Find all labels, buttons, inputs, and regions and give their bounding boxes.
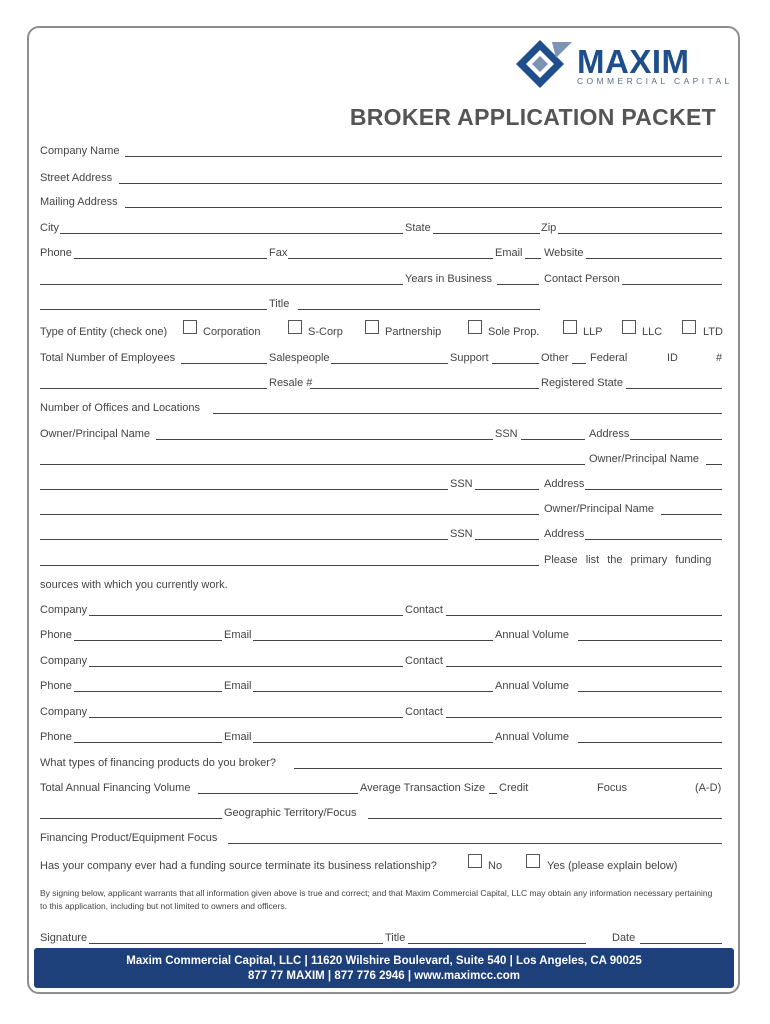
ssn-field[interactable] xyxy=(521,439,585,440)
llp-checkbox[interactable] xyxy=(563,320,577,334)
registered-state-field[interactable] xyxy=(626,388,722,389)
address-continuation-field[interactable] xyxy=(40,565,539,566)
blank-line[interactable] xyxy=(40,284,403,285)
funding-contact-field[interactable] xyxy=(446,615,722,616)
type-of-entity-label: Type of Entity (check one) xyxy=(40,326,168,338)
entity-option-label: Sole Prop. xyxy=(488,326,540,338)
address-label: Address xyxy=(544,528,585,540)
no-label: No xyxy=(488,860,503,872)
owner-name-continuation-field[interactable] xyxy=(40,539,448,540)
other-label: Other xyxy=(541,352,569,364)
federal-label: Federal xyxy=(590,352,628,364)
funding-phone-field[interactable] xyxy=(74,742,222,743)
website-field[interactable] xyxy=(586,258,722,259)
entity-option-label: LLP xyxy=(583,326,603,338)
logo-name: MAXIM xyxy=(577,43,690,80)
entity-option-label: S-Corp xyxy=(308,326,343,338)
annual-volume-label: Annual Volume xyxy=(495,731,569,743)
state-label: State xyxy=(405,222,431,234)
disclaimer-text: By signing below, applicant warrants that all information given above is true and correct; and that Maxim Commercial Capital, LLC may obtain any information necessary pertaining to this application, including but not limited to owners and officers. xyxy=(40,888,713,911)
address-label: Address xyxy=(589,428,630,440)
owner-name-field[interactable] xyxy=(661,514,722,515)
funding-contact-field[interactable] xyxy=(446,717,722,718)
funding-company-field[interactable] xyxy=(89,666,403,667)
partnership-checkbox[interactable] xyxy=(365,320,379,334)
phone-label: Phone xyxy=(40,247,72,259)
address-field[interactable] xyxy=(585,539,722,540)
company-name-label: Company Name xyxy=(40,145,120,157)
phone-field[interactable] xyxy=(74,258,267,259)
address-continuation-field[interactable] xyxy=(40,464,585,465)
company-label: Company xyxy=(40,655,88,667)
resale-field[interactable] xyxy=(310,388,539,389)
terminate-question-label: Has your company ever had a funding source terminate its business relationship? xyxy=(40,860,437,872)
address-continuation-field[interactable] xyxy=(40,514,539,515)
ssn-label: SSN xyxy=(450,528,473,540)
contact-person-field[interactable] xyxy=(622,284,722,285)
footer-bar xyxy=(34,948,734,988)
owner-name-field[interactable] xyxy=(706,464,722,465)
signature-label: Signature xyxy=(40,932,88,944)
contact-label: Contact xyxy=(405,706,443,718)
date-label: Date xyxy=(612,932,636,944)
owner-name-label: Owner/Principal Name xyxy=(544,503,655,515)
credit-label: Credit xyxy=(499,782,529,794)
page-title: BROKER APPLICATION PACKET xyxy=(349,104,716,130)
funding-company-field[interactable] xyxy=(89,717,403,718)
state-field[interactable] xyxy=(433,233,540,234)
support-field[interactable] xyxy=(492,363,539,364)
corporation-checkbox[interactable] xyxy=(183,320,197,334)
signature-title-field[interactable] xyxy=(408,943,586,944)
annual-volume-label: Annual Volume xyxy=(495,629,569,641)
no-checkbox[interactable] xyxy=(468,854,482,868)
zip-label: Zip xyxy=(541,222,557,234)
sources-label: sources with which you currently work. xyxy=(40,579,228,591)
owner-name-field[interactable] xyxy=(156,439,493,440)
funding-email-field[interactable] xyxy=(253,640,493,641)
zip-field[interactable] xyxy=(558,233,722,234)
salespeople-field[interactable] xyxy=(331,363,448,364)
ltd-checkbox[interactable] xyxy=(682,320,696,334)
avg-transaction-field[interactable] xyxy=(489,793,497,794)
mailing-address-field[interactable] xyxy=(125,207,722,208)
city-label: City xyxy=(40,222,59,234)
hash-label: # xyxy=(716,352,723,364)
fax-label: Fax xyxy=(269,247,288,259)
street-address-field[interactable] xyxy=(119,183,722,184)
total-annual-volume-field[interactable] xyxy=(198,793,358,794)
equipment-focus-field[interactable] xyxy=(228,843,722,844)
entity-option-label: LLC xyxy=(642,326,663,338)
s-corp-checkbox[interactable] xyxy=(288,320,302,334)
ssn-label: SSN xyxy=(495,428,518,440)
funding-phone-field[interactable] xyxy=(74,691,222,692)
website-label: Website xyxy=(544,247,584,259)
years-in-business-field[interactable] xyxy=(497,284,539,285)
llc-checkbox[interactable] xyxy=(622,320,636,334)
ssn-label: SSN xyxy=(450,478,473,490)
funding-company-field[interactable] xyxy=(89,615,403,616)
registered-state-label: Registered State xyxy=(541,377,623,389)
owner-name-label: Owner/Principal Name xyxy=(589,453,700,465)
phone-label: Phone xyxy=(40,731,72,743)
company-label: Company xyxy=(40,604,88,616)
equipment-focus-label: Financing Product/Equipment Focus xyxy=(40,832,218,844)
funding-email-field[interactable] xyxy=(253,742,493,743)
blank-line[interactable] xyxy=(40,309,267,310)
offices-field[interactable] xyxy=(213,413,722,414)
address-field[interactable] xyxy=(585,489,722,490)
entity-option-label: Partnership xyxy=(385,326,442,338)
annual-volume-label: Annual Volume xyxy=(495,680,569,692)
street-address-label: Street Address xyxy=(40,172,113,184)
owner-name-continuation-field[interactable] xyxy=(40,489,448,490)
resale-label: Resale # xyxy=(269,377,313,389)
ssn-field[interactable] xyxy=(475,489,539,490)
email-field[interactable] xyxy=(525,258,541,259)
financing-products-field[interactable] xyxy=(294,768,722,769)
funding-annual-volume-field[interactable] xyxy=(578,742,722,743)
email-label: Email xyxy=(495,247,523,259)
funding-email-field[interactable] xyxy=(253,691,493,692)
footer-address: Maxim Commercial Capital, LLC | 11620 Wilshire Boulevard, Suite 540 | Los Angeles, CA 90025 xyxy=(126,955,642,967)
funding-annual-volume-field[interactable] xyxy=(578,691,722,692)
a-d-label: (A-D) xyxy=(695,782,722,794)
credit-focus-field[interactable] xyxy=(40,818,222,819)
offices-label: Number of Offices and Locations xyxy=(40,402,200,414)
fax-field[interactable] xyxy=(288,258,493,259)
funding-annual-volume-field[interactable] xyxy=(578,640,722,641)
geo-label: Geographic Territory/Focus xyxy=(224,807,357,819)
federal-id-field[interactable] xyxy=(40,388,267,389)
email-label: Email xyxy=(224,680,252,692)
funding-contact-field[interactable] xyxy=(446,666,722,667)
total-employees-label: Total Number of Employees xyxy=(40,352,176,364)
contact-label: Contact xyxy=(405,655,443,667)
email-label: Email xyxy=(224,629,252,641)
contact-title-label: Title xyxy=(269,298,290,310)
yes-checkbox[interactable] xyxy=(526,854,540,868)
please-list-label: Please list the primary funding xyxy=(544,554,712,566)
company-name-field[interactable] xyxy=(125,156,722,157)
ssn-field[interactable] xyxy=(475,539,539,540)
salespeople-label: Salespeople xyxy=(269,352,330,364)
sole-prop-checkbox[interactable] xyxy=(468,320,482,334)
financing-products-label: What types of financing products do you broker? xyxy=(40,757,277,769)
signature-field[interactable] xyxy=(89,943,383,944)
phone-label: Phone xyxy=(40,680,72,692)
total-employees-field[interactable] xyxy=(181,363,267,364)
address-label: Address xyxy=(544,478,585,490)
funding-phone-field[interactable] xyxy=(74,640,222,641)
entity-option-label: LTD xyxy=(703,326,723,338)
email-label: Email xyxy=(224,731,252,743)
phone-label: Phone xyxy=(40,629,72,641)
contact-title-field[interactable] xyxy=(298,309,540,310)
signature-title-label: Title xyxy=(385,932,406,944)
footer-contact: 877 77 MAXIM | 877 776 2946 | www.maximcc.com xyxy=(248,970,520,982)
owner-name-label: Owner/Principal Name xyxy=(40,428,151,440)
contact-person-label: Contact Person xyxy=(544,273,620,285)
focus-label: Focus xyxy=(597,782,627,794)
date-field[interactable] xyxy=(640,943,722,944)
city-field[interactable] xyxy=(60,233,403,234)
geo-field[interactable] xyxy=(368,818,722,819)
address-field[interactable] xyxy=(630,439,722,440)
support-label: Support xyxy=(450,352,489,364)
contact-label: Contact xyxy=(405,604,443,616)
total-annual-volume-label: Total Annual Financing Volume xyxy=(40,782,191,794)
yes-label: Yes (please explain below) xyxy=(547,860,678,872)
company-label: Company xyxy=(40,706,88,718)
entity-option-label: Corporation xyxy=(203,326,261,338)
id-label: ID xyxy=(667,352,678,364)
mailing-address-label: Mailing Address xyxy=(40,196,118,208)
avg-transaction-label: Average Transaction Size xyxy=(360,782,486,794)
logo-subtitle: COMMERCIAL CAPITAL xyxy=(577,76,733,86)
years-in-business-label: Years in Business xyxy=(405,273,493,285)
other-field[interactable] xyxy=(572,363,586,364)
